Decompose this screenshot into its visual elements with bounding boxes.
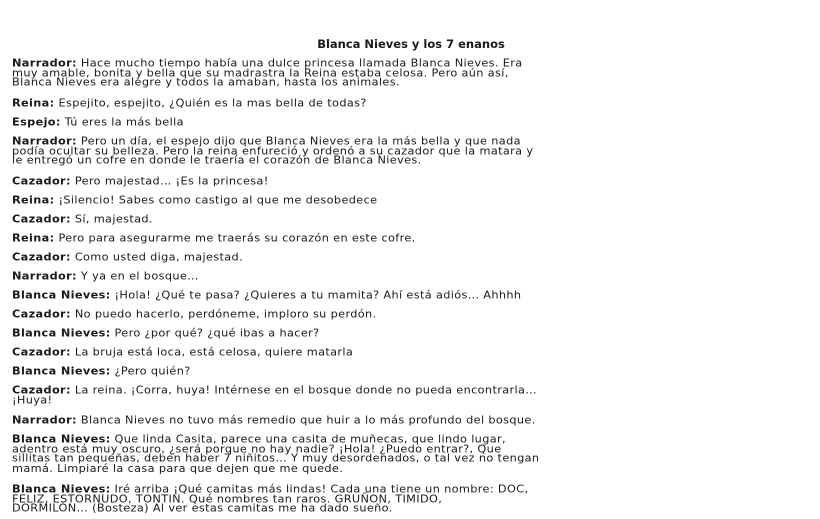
line-text: ¡Silencio! Sabes como castigo al que me desobedece	[58, 194, 378, 207]
dialogue-line	[12, 329, 810, 339]
line-text: Blanca Nieves no tuvo más remedio que huir a lo más profundo del bosque.	[80, 413, 536, 426]
speaker-name: Narrador:	[12, 270, 77, 283]
speaker-name: Blanca Nieves:	[12, 432, 111, 445]
speaker-name: Cazador:	[12, 384, 71, 397]
dialogue-line	[12, 504, 810, 514]
line-text: Pero un día, el espejo dijo que Blanca Nieves era la más bella y que nada	[80, 135, 521, 148]
dialogue-paragraph	[12, 253, 810, 263]
line-text: Como usted diga, majestad.	[74, 251, 244, 264]
dialogue-line	[12, 413, 810, 426]
speaker-name: Reina:	[12, 232, 55, 245]
line-text: La reina. ¡Corra, huya! Intérnese en el bosque donde no pueda encontrarla…	[74, 384, 537, 397]
line-text: Pero majestad… ¡Es la princesa!	[74, 175, 269, 188]
line-text: Sí, majestad.	[74, 213, 153, 226]
line-text: Pero para asegurarme me traerás su corazón en este cofre.	[58, 232, 416, 245]
line-text: Espejito, espejito, ¿Quién es la mas bella de todas?	[58, 97, 367, 110]
dialogue-line	[12, 348, 810, 358]
dialogue-line	[12, 386, 810, 396]
line-text: Iré arriba ¡Qué camitas más lindas! Cada una tiene un nombre: DOC,	[114, 483, 529, 496]
speaker-name: Blanca Nieves:	[12, 327, 111, 340]
speaker-name: Reina:	[12, 194, 55, 207]
speaker-name: Blanca Nieves:	[12, 289, 111, 302]
line-text: muy amable, bonita y bella que su madrastra la Reina estaba celosa. Pero aún así,	[12, 66, 509, 79]
dialogue-line	[12, 291, 810, 301]
line-text: Tú eres la más bella	[64, 116, 184, 129]
dialogue-paragraph	[12, 234, 810, 244]
dialogue-line	[12, 367, 810, 377]
speaker-name: Cazador:	[12, 251, 71, 264]
dialogue-paragraph	[12, 386, 810, 405]
document-title: Blanca Nieves y los 7 enanos	[317, 37, 505, 51]
line-text: Y ya en el bosque…	[80, 270, 199, 283]
dialogue-paragraph	[12, 329, 810, 339]
dialogue-line	[12, 78, 810, 88]
line-text: ¡Hola! ¿Qué te pasa? ¿Quieres a tu mamita? Ahí está adiós… Ahhhh	[114, 289, 522, 302]
dialogue-paragraph	[12, 118, 810, 128]
speaker-name: Cazador:	[12, 308, 71, 321]
dialogue-line	[12, 310, 810, 320]
dialogue-paragraph	[12, 177, 810, 187]
line-text: Que linda Casita, parece una casita de muñecas, que lindo lugar,	[114, 432, 506, 445]
line-text: Blanca Nieves era alegre y todos la amaban, hasta los animales.	[12, 76, 400, 89]
line-text: DORMILÓN… (Bosteza) Al ver estas camitas me ha dado sueño.	[12, 502, 393, 515]
dialogue-paragraph	[12, 367, 810, 377]
dialogue-line	[12, 177, 810, 187]
speaker-name: Cazador:	[12, 175, 71, 188]
speaker-name: Blanca Nieves:	[12, 365, 111, 378]
dialogue-line	[12, 234, 810, 244]
line-text: adentro está muy oscuro, ¿será porque no hay nadie? ¡Hola! ¿Puedo entrar?, Que	[12, 442, 502, 455]
dialogue-line	[12, 393, 810, 406]
line-text: podía ocultar su belleza. Pero la reina enfureció y ordenó a su cazador que la matara y	[12, 144, 534, 157]
dialogue-paragraph	[12, 59, 810, 88]
dialogue-paragraph	[12, 137, 810, 166]
dialogue-body	[12, 59, 810, 517]
line-text: sillitas tan pequeñas, deben haber 7 niñitos… Y muy desordenados, o tal vez no tengan	[12, 451, 540, 464]
line-text: mamá. Limpiaré la casa para que dejen que me quede.	[12, 461, 344, 474]
line-text: FELIZ, ESTORNUDO, TONTIN. Qué nombres tan raros. GRUÑON, TIMIDO,	[12, 492, 443, 505]
dialogue-line	[12, 215, 810, 225]
dialogue-paragraph	[12, 413, 810, 426]
dialogue-line	[12, 118, 810, 128]
dialogue-line	[12, 99, 810, 109]
speaker-name: Narrador:	[12, 413, 77, 426]
dialogue-paragraph	[12, 432, 810, 474]
line-text: Pero ¿por qué? ¿qué ibas a hacer?	[114, 327, 320, 340]
speaker-name: Narrador:	[12, 135, 77, 148]
dialogue-line	[12, 272, 810, 282]
dialogue-line	[12, 253, 810, 263]
line-text: No puedo hacerlo, perdóneme, imploro su perdón.	[74, 308, 377, 321]
dialogue-line	[12, 156, 810, 166]
line-text: La bruja está loca, está celosa, quiere matarla	[74, 346, 354, 359]
dialogue-paragraph	[12, 272, 810, 282]
line-text: le entregó un cofre en donde le traería el corazón de Blanca Nieves.	[12, 154, 422, 167]
dialogue-paragraph	[12, 215, 810, 225]
dialogue-paragraph	[12, 291, 810, 301]
line-text: Hace mucho tiempo había una dulce princesa llamada Blanca Nieves. Era	[80, 57, 523, 70]
speaker-name: Espejo:	[12, 116, 61, 129]
dialogue-paragraph	[12, 485, 810, 514]
dialogue-paragraph	[12, 310, 810, 320]
speaker-name: Cazador:	[12, 346, 71, 359]
speaker-name: Narrador:	[12, 57, 77, 70]
dialogue-line	[12, 196, 810, 206]
dialogue-paragraph	[12, 348, 810, 358]
dialogue-line	[12, 463, 810, 473]
speaker-name: Cazador:	[12, 213, 71, 226]
line-text: ¡Huya!	[12, 393, 53, 406]
dialogue-paragraph	[12, 196, 810, 206]
line-text: ¿Pero quién?	[114, 365, 191, 378]
speaker-name: Reina:	[12, 97, 55, 110]
speaker-name: Blanca Nieves:	[12, 483, 111, 496]
dialogue-paragraph	[12, 99, 810, 109]
